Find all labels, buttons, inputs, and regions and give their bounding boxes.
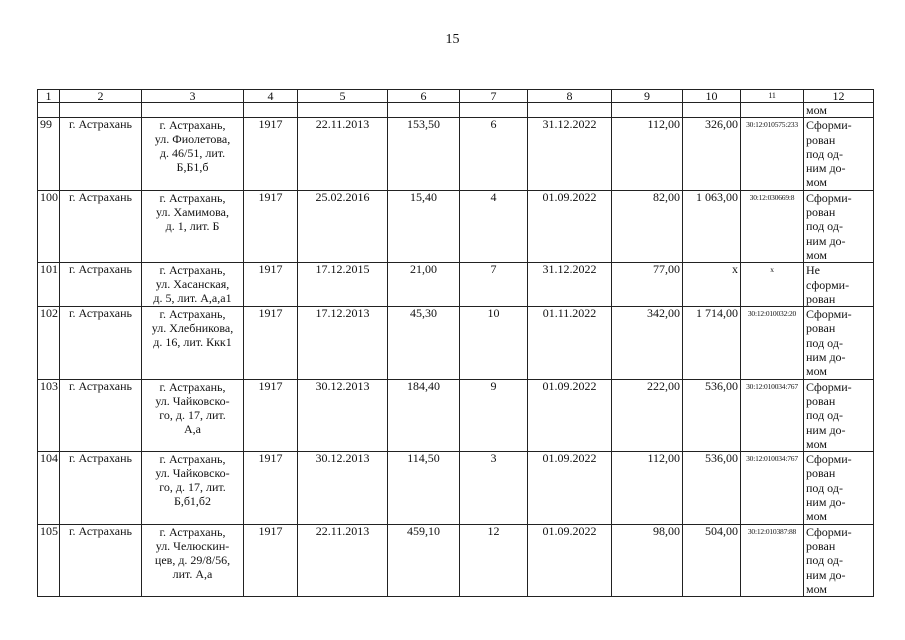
date-cell: 17.12.2015 <box>298 263 388 307</box>
table-row <box>38 379 874 451</box>
address-line: Б,б1,б2 <box>173 494 212 509</box>
status-line: рован <box>806 321 836 336</box>
row-number: 100 <box>38 190 60 262</box>
status-line: Сформи- <box>806 307 852 322</box>
status-line: рован <box>806 132 836 147</box>
count-cell: 3 <box>460 452 528 524</box>
address-line: д. 46/51, лит. <box>159 146 226 161</box>
table-row <box>38 190 874 262</box>
address-line: Б,Б1,б <box>176 160 209 175</box>
status-line: рован <box>806 466 836 481</box>
address-line: ул. Хамимова, <box>156 204 229 219</box>
city-cell: г. Астрахань <box>60 307 142 379</box>
row-number: 103 <box>38 379 60 451</box>
address-cell <box>142 452 244 524</box>
status-line: ним до- <box>806 350 846 365</box>
header-cell: 3 <box>142 90 244 103</box>
address-line: ул. Челюскин- <box>155 538 230 553</box>
address-line: г. Астрахань, <box>159 524 226 539</box>
date2-cell: 01.09.2022 <box>528 190 612 262</box>
table-row <box>38 263 874 307</box>
status-line: рован <box>806 393 836 408</box>
header-cell: 4 <box>244 90 298 103</box>
cadastral-cell: 30:12:010575:233 <box>741 118 804 190</box>
status-line: мом <box>806 436 827 451</box>
address-line: д. 5, лит. А,а,а1 <box>153 291 232 306</box>
value9-cell: 112,00 <box>612 452 683 524</box>
continuation-status: мом <box>804 103 874 118</box>
count-cell: 10 <box>460 307 528 379</box>
cadastral-cell: 30:12:010387:88 <box>741 524 804 596</box>
address-line: г. Астрахань, <box>159 379 226 394</box>
value10-cell: 326,00 <box>683 118 741 190</box>
status-cell <box>804 190 874 262</box>
address-cell <box>142 524 244 596</box>
address-line: го, д. 17, лит. <box>159 407 226 422</box>
header-cell: 7 <box>460 90 528 103</box>
value10-cell: 536,00 <box>683 379 741 451</box>
address-line: г. Астрахань, <box>159 452 226 467</box>
status-line: мом <box>806 509 827 524</box>
count-cell: 4 <box>460 190 528 262</box>
date2-cell: 01.09.2022 <box>528 524 612 596</box>
city-cell: г. Астрахань <box>60 118 142 190</box>
page-number: 15 <box>445 32 460 47</box>
area-cell: 153,50 <box>388 118 460 190</box>
header-cell: 10 <box>683 90 741 103</box>
area-cell: 459,10 <box>388 524 460 596</box>
table-row <box>38 307 874 379</box>
date2-cell: 31.12.2022 <box>528 263 612 307</box>
value10-cell: 504,00 <box>683 524 741 596</box>
cadastral-cell: 30:12:010034:767 <box>741 379 804 451</box>
value9-cell: 222,00 <box>612 379 683 451</box>
address-line: ул. Хлебникова, <box>151 321 234 336</box>
area-cell: 184,40 <box>388 379 460 451</box>
value10-cell: x <box>683 263 741 307</box>
area-cell: 45,30 <box>388 307 460 379</box>
address-line: ул. Хасанская, <box>155 277 230 292</box>
year-cell: 1917 <box>244 190 298 262</box>
status-line: сформи- <box>806 277 850 292</box>
year-cell: 1917 <box>244 307 298 379</box>
count-cell: 7 <box>460 263 528 307</box>
date-cell: 30.12.2013 <box>298 379 388 451</box>
city-cell: г. Астрахань <box>60 452 142 524</box>
status-line: рован <box>806 205 836 220</box>
status-line: под од- <box>806 146 843 161</box>
address-line: г. Астрахань, <box>159 190 226 205</box>
status-line: рован <box>806 291 836 306</box>
status-line: ним до- <box>806 422 846 437</box>
city-cell: г. Астрахань <box>60 190 142 262</box>
cadastral-cell: x <box>741 263 804 307</box>
value10-cell: 536,00 <box>683 452 741 524</box>
table-row <box>38 452 874 524</box>
value9-cell: 77,00 <box>612 263 683 307</box>
address-line: г. Астрахань, <box>159 118 226 133</box>
value9-cell: 112,00 <box>612 118 683 190</box>
year-cell: 1917 <box>244 524 298 596</box>
header-cell: 9 <box>612 90 683 103</box>
city-cell: г. Астрахань <box>60 524 142 596</box>
header-cell: 1 <box>38 90 60 103</box>
value9-cell: 82,00 <box>612 190 683 262</box>
status-cell <box>804 524 874 596</box>
register-table <box>37 89 874 597</box>
status-line: под од- <box>806 408 843 423</box>
cadastral-cell: 30:12:010034:767 <box>741 452 804 524</box>
row-number: 101 <box>38 263 60 307</box>
status-line: мом <box>806 364 827 379</box>
count-cell: 9 <box>460 379 528 451</box>
header-cell: 5 <box>298 90 388 103</box>
year-cell: 1917 <box>244 118 298 190</box>
count-cell: 12 <box>460 524 528 596</box>
address-line: ул. Чайковско- <box>155 393 230 408</box>
value9-cell: 342,00 <box>612 307 683 379</box>
status-cell <box>804 452 874 524</box>
count-cell: 6 <box>460 118 528 190</box>
table-row <box>38 524 874 596</box>
status-line: под од- <box>806 219 843 234</box>
status-line: мом <box>806 247 827 262</box>
cadastral-cell: 30:12:030669:8 <box>741 190 804 262</box>
status-cell <box>804 307 874 379</box>
row-number: 102 <box>38 307 60 379</box>
status-line: под од- <box>806 480 843 495</box>
address-line: д. 16, лит. Ккк1 <box>153 335 232 350</box>
date2-cell: 01.09.2022 <box>528 379 612 451</box>
value10-cell: 1 063,00 <box>683 190 741 262</box>
address-cell <box>142 118 244 190</box>
address-cell <box>142 263 244 307</box>
status-line: Сформи- <box>806 118 852 133</box>
address-line: г. Астрахань, <box>159 263 226 278</box>
value9-cell: 98,00 <box>612 524 683 596</box>
date-cell: 22.11.2013 <box>298 118 388 190</box>
header-cell: 12 <box>804 90 874 103</box>
area-cell: 15,40 <box>388 190 460 262</box>
status-line: рован <box>806 538 836 553</box>
status-line: ним до- <box>806 567 846 582</box>
row-number: 104 <box>38 452 60 524</box>
status-cell <box>804 263 874 307</box>
status-line: Не <box>806 263 820 278</box>
status-line: ним до- <box>806 161 846 176</box>
status-line: Сформи- <box>806 452 852 467</box>
status-line: Сформи- <box>806 524 852 539</box>
year-cell: 1917 <box>244 263 298 307</box>
address-cell <box>142 307 244 379</box>
address-line: А,а <box>184 421 201 436</box>
area-cell: 21,00 <box>388 263 460 307</box>
address-cell <box>142 190 244 262</box>
status-line: мом <box>806 175 827 190</box>
table-row <box>38 118 874 190</box>
continuation-row <box>38 103 874 118</box>
date-cell: 22.11.2013 <box>298 524 388 596</box>
header-cell: 6 <box>388 90 460 103</box>
value10-cell: 1 714,00 <box>683 307 741 379</box>
date-cell: 30.12.2013 <box>298 452 388 524</box>
status-cell <box>804 118 874 190</box>
row-number: 99 <box>38 118 60 190</box>
status-line: мом <box>806 581 827 596</box>
year-cell: 1917 <box>244 379 298 451</box>
area-cell: 114,50 <box>388 452 460 524</box>
status-line: ним до- <box>806 233 846 248</box>
date-cell: 25.02.2016 <box>298 190 388 262</box>
header-cell: 11 <box>741 90 804 103</box>
address-line: цев, д. 29/8/56, <box>154 552 231 567</box>
date-cell: 17.12.2013 <box>298 307 388 379</box>
address-line: лит. А,а <box>172 566 213 581</box>
row-number: 105 <box>38 524 60 596</box>
cadastral-cell: 30:12:010032:20 <box>741 307 804 379</box>
address-cell <box>142 379 244 451</box>
status-line: Сформи- <box>806 379 852 394</box>
address-line: д. 1, лит. Б <box>165 218 220 233</box>
header-cell: 2 <box>60 90 142 103</box>
date2-cell: 01.09.2022 <box>528 452 612 524</box>
status-line: Сформи- <box>806 190 852 205</box>
address-line: ул. Чайковско- <box>155 466 230 481</box>
address-line: го, д. 17, лит. <box>159 480 226 495</box>
status-line: ним до- <box>806 495 846 510</box>
city-cell: г. Астрахань <box>60 379 142 451</box>
header-cell: 8 <box>528 90 612 103</box>
header-row <box>38 90 874 103</box>
address-line: ул. Фиолетова, <box>154 132 231 147</box>
date2-cell: 31.12.2022 <box>528 118 612 190</box>
status-line: под од- <box>806 335 843 350</box>
year-cell: 1917 <box>244 452 298 524</box>
status-cell <box>804 379 874 451</box>
date2-cell: 01.11.2022 <box>528 307 612 379</box>
address-line: г. Астрахань, <box>159 307 226 322</box>
status-line: под од- <box>806 553 843 568</box>
city-cell: г. Астрахань <box>60 263 142 307</box>
